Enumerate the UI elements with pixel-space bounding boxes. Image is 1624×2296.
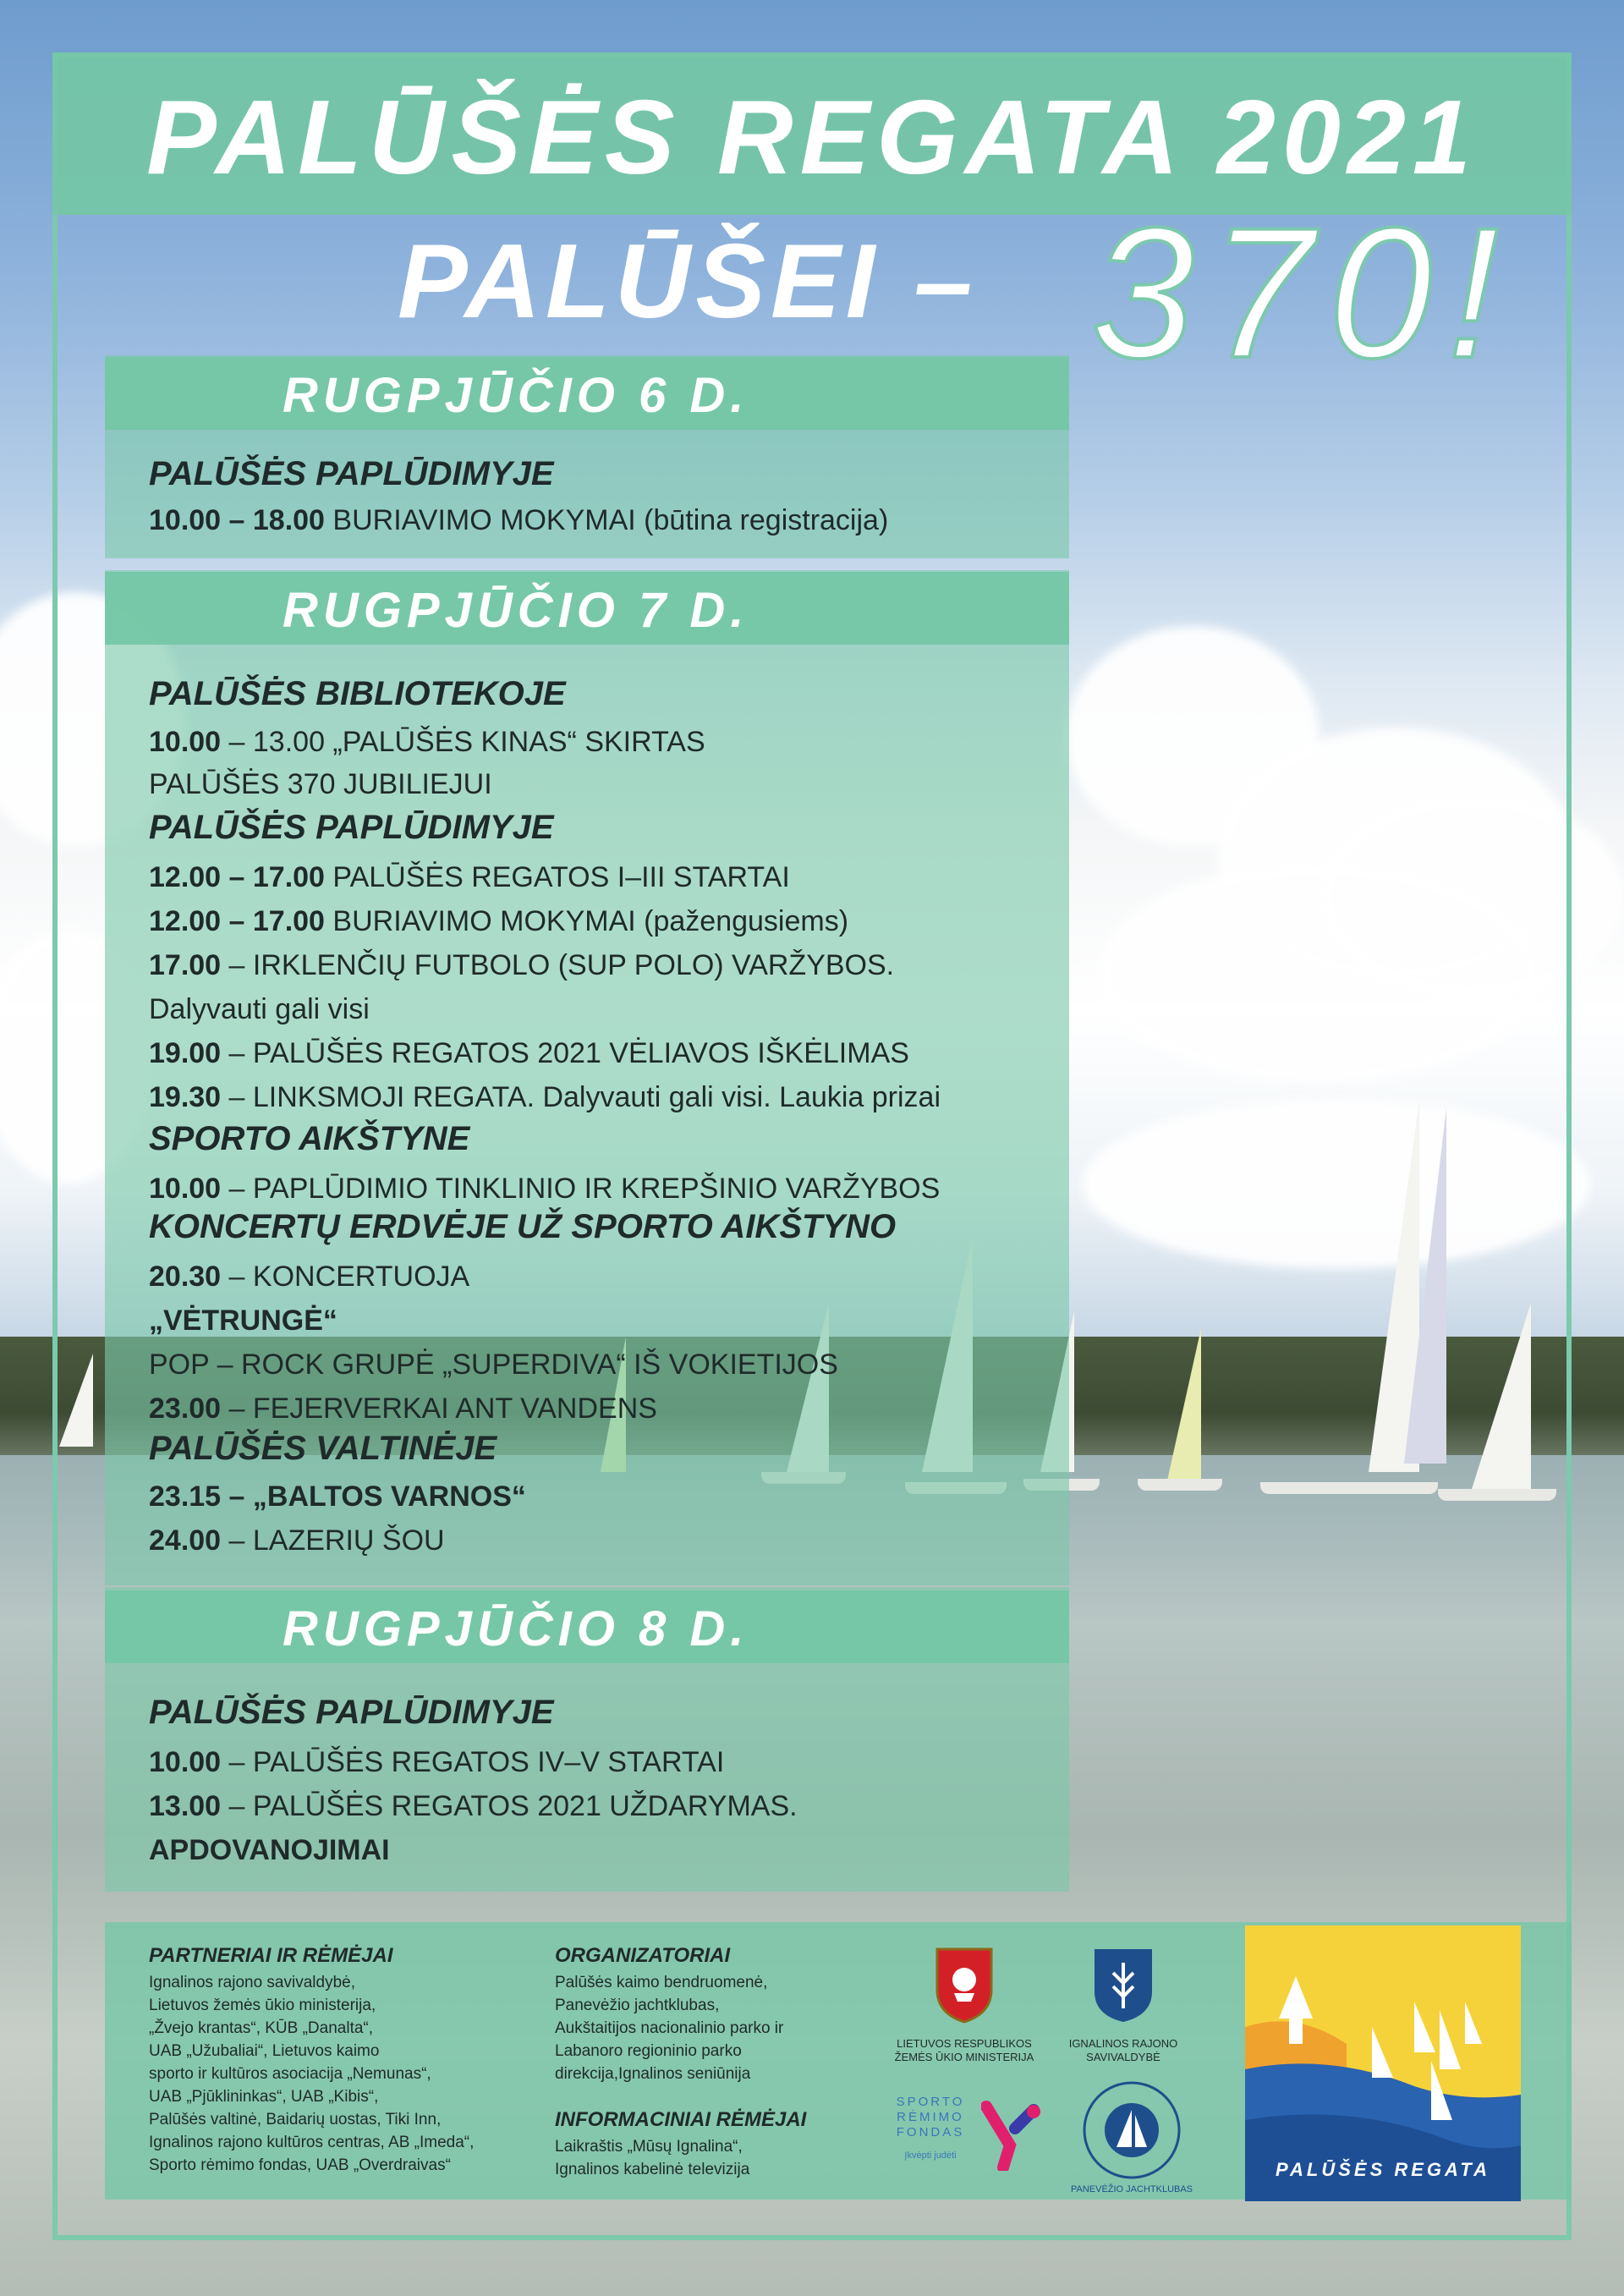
yacht-club-logo <box>1083 2081 1181 2179</box>
partners-list: Ignalinos rajono savivaldybė, Lietuvos žemės ūkio ministerija, „Žvejo krantas“, KŪB „Danalta“, UAB „Užubaliai“, Lietuvos kaimo sporto ir kultūros asociacija „Nemunas“, UAB „Pjūklininkas“, UAB „Kibis“, Palūšės valtinė, Baidarių uostas, Tiki Inn, Ignalinos rajono kultūros centras, AB „Imeda“, Sporto rėmimo fondas, UAB „Overdraivas“ <box>149 1974 475 2174</box>
day-heading: RUGPJŪČIO 6 D. <box>105 357 1069 430</box>
schedule-line: 10.00 – PAPLŪDIMIO TINKLINIO IR KREPŠINIO VARŽYBOS <box>149 1173 941 1205</box>
section-title: PALŪŠĖS BIBLIOTEKOJE <box>149 675 566 712</box>
organizers-title: ORGANIZATORIAI <box>555 1944 731 1967</box>
day-heading: RUGPJŪČIO 7 D. <box>105 572 1069 645</box>
event-subtitle: PALŪŠEI – <box>398 223 978 340</box>
schedule-line: 17.00 – IRKLENČIŲ FUTBOLO (SUP POLO) VARŽYBOS. <box>149 949 895 981</box>
schedule-line: POP – ROCK GRUPĖ „SUPERDIVA“ IŠ VOKIETIJOS <box>149 1348 838 1381</box>
regata-logo <box>1245 1925 1521 2201</box>
schedule-line: 10.00 – 18.00 BURIAVIMO MOKYMAI (būtina registracija) <box>149 504 889 536</box>
schedule-line: PALŪŠĖS 370 JUBILIEJUI <box>149 768 492 800</box>
schedule-line: 23.15 – „BALTOS VARNOS“ <box>149 1480 526 1513</box>
schedule-line: 20.30 – KONCERTUOJA <box>149 1261 470 1293</box>
schedule-line: 12.00 – 17.00 PALŪŠĖS REGATOS I–III STARTAI <box>149 861 790 893</box>
schedule-line: 12.00 – 17.00 BURIAVIMO MOKYMAI (pažengusiems) <box>149 905 849 937</box>
section-title: PALŪŠĖS VALTINĖJE <box>149 1430 497 1467</box>
section-title: SPORTO AIKŠTYNE <box>149 1120 470 1157</box>
partners-title: PARTNERIAI IR RĖMĖJAI <box>149 1944 393 1967</box>
section-title: PALŪŠĖS PAPLŪDIMYJE <box>149 1694 554 1731</box>
regata-logo-text: PALŪŠĖS REGATA <box>1275 2159 1490 2180</box>
schedule-line: APDOVANOJIMAI <box>149 1834 390 1866</box>
schedule-line: 10.00 – PALŪŠĖS REGATOS IV–V STARTAI <box>149 1746 725 1778</box>
sport-fund-mark-icon <box>981 2095 1042 2171</box>
ministry-logo <box>930 1946 998 2024</box>
section-title: PALŪŠĖS PAPLŪDIMYJE <box>149 809 554 846</box>
info-sponsors-list: Laikraštis „Mūsų Ignalina“, Ignalinos kabelinė televizija <box>555 2138 750 2178</box>
event-title: PALŪŠĖS REGATA 2021 <box>146 80 1478 196</box>
info-sponsors-title: INFORMACINIAI RĖMĖJAI <box>555 2108 807 2131</box>
schedule-line: 24.00 – LAZERIŲ ŠOU <box>149 1524 445 1557</box>
schedule-line: 13.00 – PALŪŠĖS REGATOS 2021 UŽDARYMAS. <box>149 1790 798 1822</box>
anniversary-number: 370! <box>1091 189 1515 397</box>
schedule-line: Dalyvauti gali visi <box>149 993 370 1025</box>
schedule-line: 23.00 – FEJERVERKAI ANT VANDENS <box>149 1392 657 1425</box>
organizers-list: Palūšės kaimo bendruomenė, Panevėžio jachtklubas, Aukštaitijos nacionalinio parko ir Labanoro regioninio parko direkcija,Ignalinos seniūnija <box>555 1974 784 2083</box>
municipality-logo <box>1091 1946 1155 2024</box>
ministry-logo-caption: LIETUVOS RESPUBLIKOS ŽEMĖS ŪKIO MINISTERIJA <box>894 2037 1034 2063</box>
sport-fund-tagline: Įkvėpti judėti <box>904 2150 957 2161</box>
schedule-line: 19.00 – PALŪŠĖS REGATOS 2021 VĖLIAVOS IŠKĖLIMAS <box>149 1037 909 1069</box>
yacht-club-logo-caption: PANEVĖŽIO JACHTKLUBAS <box>1070 2184 1193 2194</box>
schedule-line: „VĖTRUNGĖ“ <box>149 1305 337 1337</box>
sport-fund-logo: SPORTO RĖMIMO FONDAS <box>896 2095 965 2139</box>
schedule-line: 19.30 – LINKSMOJI REGATA. Dalyvauti gali visi. Laukia prizai <box>149 1081 941 1113</box>
day-heading: RUGPJŪČIO 8 D. <box>105 1590 1069 1663</box>
section-title: KONCERTŲ ERDVĖJE UŽ SPORTO AIKŠTYNO <box>149 1208 897 1245</box>
schedule-line: 10.00 – 13.00 „PALŪŠĖS KINAS“ SKIRTAS <box>149 726 705 758</box>
municipality-logo-caption: IGNALINOS RAJONO SAVIVALDYBĖ <box>1068 2037 1178 2063</box>
section-title: PALŪŠĖS PAPLŪDIMYJE <box>149 455 554 492</box>
